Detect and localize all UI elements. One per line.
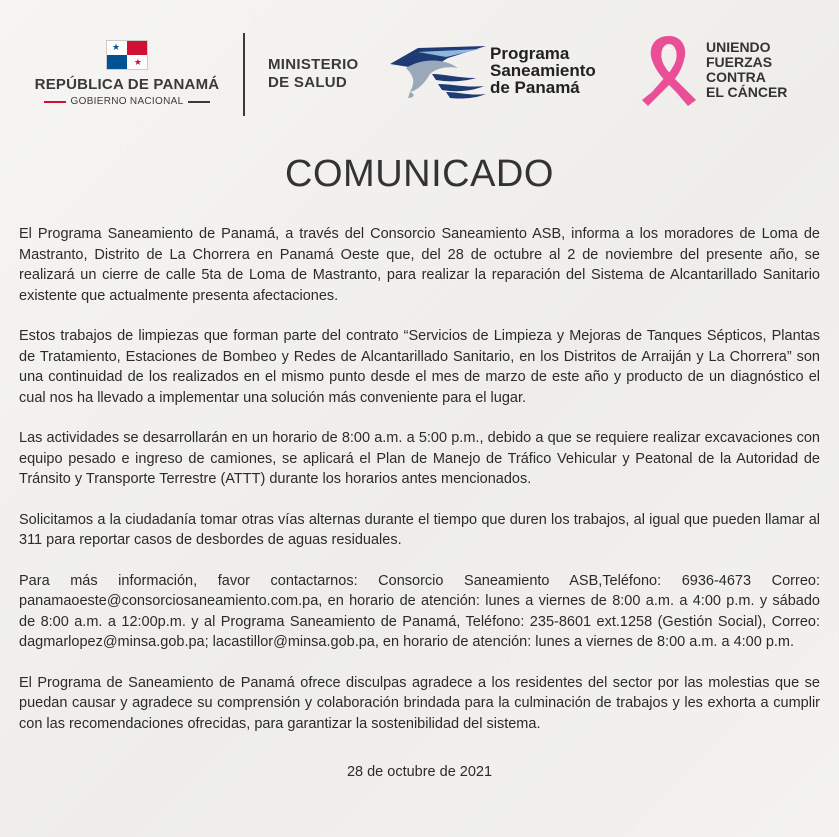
program-line-1: Programa: [490, 44, 570, 63]
paragraph: Las actividades se desarrollarán en un horario de 8:00 a.m. a 5:00 p.m., debido a que se requiere realizar excavaciones con equipo pesado e ingreso de camiones, se aplicará el Plan de Manejo de Tráfico Vehicular y Peatonal de la Autoridad de Tránsito y Transporte Terrestre (ATTT) durante los horarios antes mencionados.: [19, 430, 820, 487]
header-divider: [243, 33, 245, 116]
government-subtitle: GOBIERNO NACIONAL: [70, 96, 184, 107]
campaign-logo-text: [706, 40, 787, 100]
campaign-line-3: CONTRA: [706, 69, 766, 85]
ministry-line-2: DE SALUD: [268, 74, 348, 91]
ministry-line-1: MINISTERIO: [268, 56, 359, 73]
dolphin-logo-icon: [388, 44, 488, 100]
paragraph: El Programa de Saneamiento de Panamá ofrece disculpas agradece a los residentes del sector por las molestias que se puedan causar y agradece su comprensión y colaboración brindada para la culminación de trabajos y les exhorta a cumplir con las recomendaciones ofrecidas, para garantizar la sostenibilidad del sistema.: [19, 674, 820, 732]
program-line-2: Saneamiento: [490, 61, 596, 80]
ministry-logo: [268, 56, 359, 92]
divider-line: [188, 101, 210, 103]
communique-date: 28 de octubre de 2021: [346, 764, 493, 780]
government-logo: [22, 40, 232, 107]
campaign-line-2: FUERZAS: [706, 54, 773, 70]
campaign-line-1: UNIENDO: [706, 39, 771, 55]
communique-body: [19, 224, 820, 754]
pink-ribbon-icon: [636, 30, 702, 110]
program-logo-text: [490, 45, 596, 96]
divider-line: [44, 101, 66, 103]
paragraph: Estos trabajos de limpiezas que forman parte del contrato “Servicios de Limpieza y Mejoras de Tanques Sépticos, Plantas de Tratamiento, Estaciones de Bombeo y Redes de Alcantarillado Sanitario, en los Distritos de Arraiján y La Chorrera” son una continuidad de los realizados en el mismo punto desde el mes de marzo de este año y producto de un diagnóstico el cual nos ha llevado a implementar una solución más conveniente para el lugar.: [19, 328, 820, 406]
paragraph: Solicitamos a la ciudadanía tomar otras vías alternas durante el tiempo que duren los trabajos, al igual que pueden llamar al 311 para reportar casos de desbordes de aguas residuales.: [19, 511, 820, 548]
government-title: REPÚBLICA DE PANAMÁ: [34, 76, 220, 93]
page-title: COMUNICADO: [285, 153, 554, 195]
header: [0, 0, 839, 130]
panama-flag-icon: ★ ★: [106, 40, 148, 70]
program-line-3: de Panamá: [490, 78, 580, 97]
campaign-line-4: EL CÁNCER: [706, 84, 788, 100]
paragraph: Para más información, favor contactarnos: Consorcio Saneamiento ASB,Teléfono: 6936-4673 Correo: panamaoeste@consorciosaneamiento.com.pa, en horario de atención: lunes a viernes de 8:00 a.m. a 4:00 p.m. y sábado de 8:00 a.m. a 12:00p.m. y al Programa Saneamiento de Panamá, Teléfono: 235-8601 ext.1258 (Gestión Social), Correo: dagmarlopez@minsa.gob.pa; lacastillor@minsa.gob.pa, en horario de atención: lunes a viernes de 8:00 a.m. a 4:00 p.m.: [19, 572, 820, 650]
paragraph: El Programa Saneamiento de Panamá, a través del Consorcio Saneamiento ASB, informa a los moradores de Loma de Mastranto, Distrito de La Chorrera en Panamá Oeste que, del 28 de octubre al 2 de noviembre del presente año, se realizará un cierre de calle 5ta de Loma de Mastranto, para realizar la reparación del Sistema de Alcantarillado Sanitario existente que actualmente presenta afectaciones.: [19, 226, 820, 304]
